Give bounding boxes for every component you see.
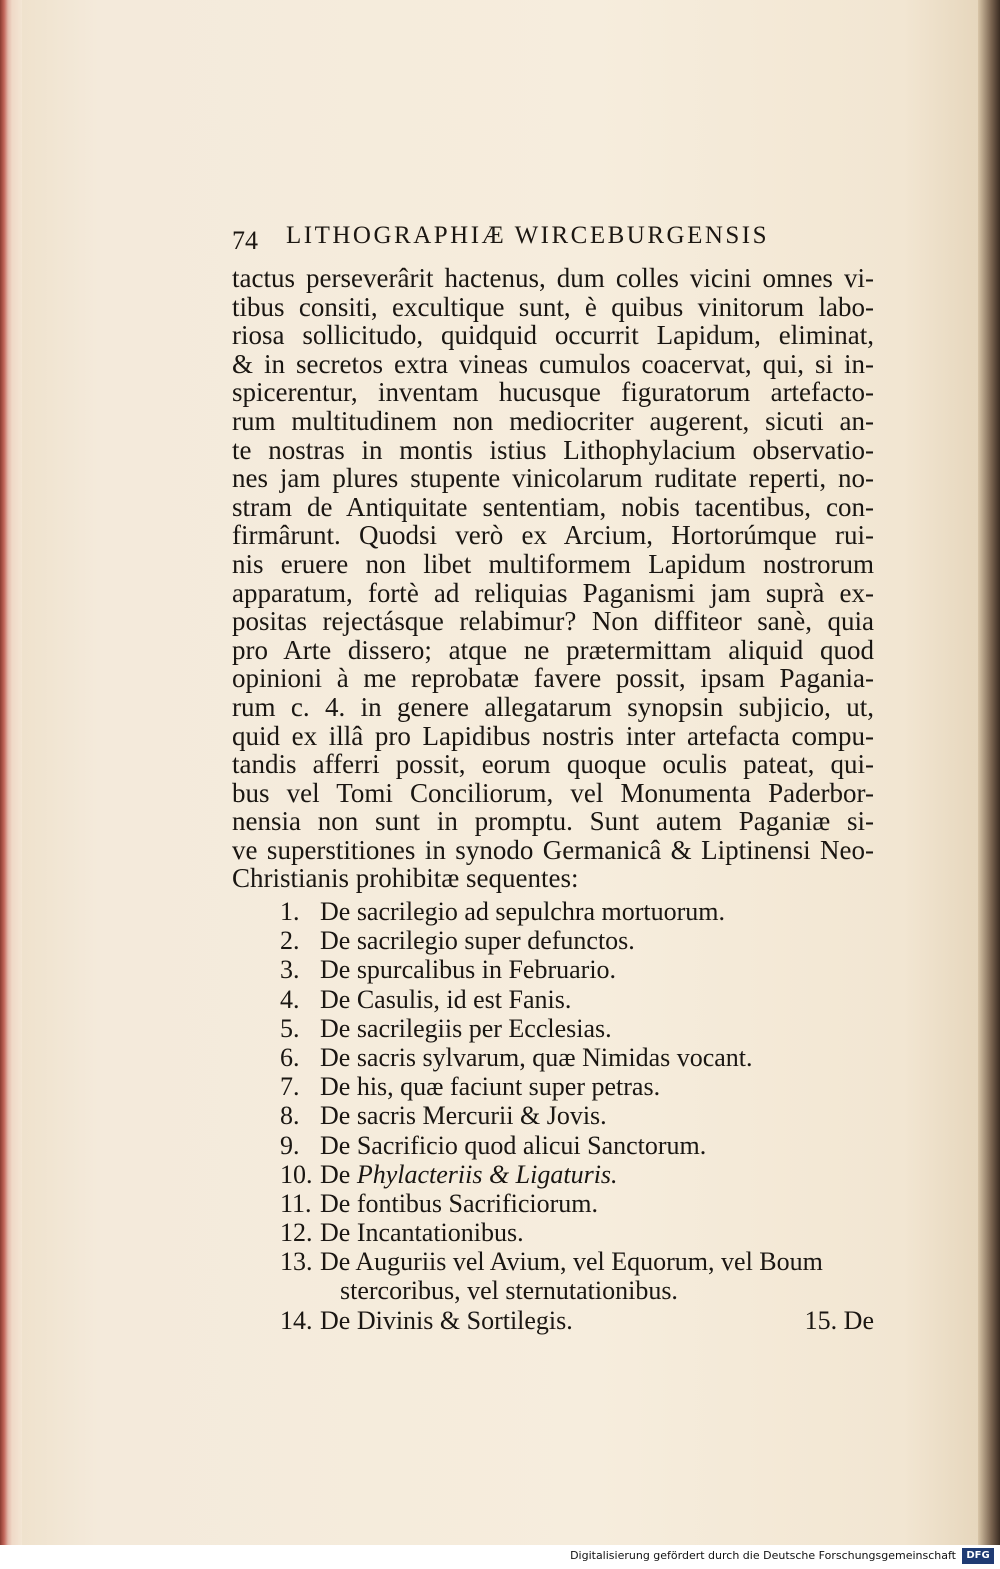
body-line: riosa sollicitudo, quidquid occurrit Lapidum, eliminat,: [232, 320, 874, 351]
list-number: 1.: [280, 897, 300, 926]
body-text: [232, 264, 874, 893]
list-text: De Divinis & Sortilegis.: [320, 1305, 573, 1335]
dfg-logo: DFG: [962, 1548, 994, 1564]
body-line: & in secretos extra vineas cumulos coacervat, qui, si in-: [232, 348, 874, 379]
list-item: [280, 926, 874, 955]
list-number: 7.: [280, 1072, 300, 1102]
list-item: [280, 1072, 874, 1101]
list-number: 5.: [280, 1013, 300, 1043]
list-text: De Sacrificio quod alicui Sanctorum.: [320, 1130, 707, 1160]
list-item: [280, 1306, 874, 1335]
body-line: apparatum, fortè ad reliquias Paganismi jam suprà ex-: [232, 577, 874, 608]
body-line: tandis afferri possit, eorum quoque oculis pateat, qui-: [232, 749, 874, 780]
body-line: positas rejectásque relabimur? Non diffiteor sanè, quia: [232, 606, 874, 637]
list-number: 8.: [280, 1101, 300, 1131]
list-text: De sacris Mercurii & Jovis.: [320, 1101, 607, 1131]
running-head: [232, 222, 872, 262]
list-number: 6.: [280, 1042, 300, 1072]
list-text: De his, quæ faciunt super petras.: [320, 1072, 661, 1102]
body-line: firmârunt. Quodsi verò ex Arcium, Hortorúmque rui-: [232, 520, 874, 551]
list-text: De sacrilegio ad sepulchra mortuorum.: [320, 897, 726, 926]
list-text: De sacrilegiis per Ecclesias.: [320, 1013, 612, 1043]
list-number: 2.: [280, 926, 300, 956]
list-item: [280, 1101, 874, 1130]
list-text: De sacris sylvarum, quæ Nimidas vocant.: [320, 1042, 753, 1072]
body-line: bus vel Tomi Conciliorum, vel Monumenta Paderbor-: [232, 777, 874, 808]
list-number: 11.: [280, 1188, 312, 1218]
body-line: pro Arte dissero; atque ne prætermittam aliquid quod: [232, 634, 874, 665]
list-text: De Incantationibus.: [320, 1218, 524, 1248]
list-text: De Auguriis vel Avium, vel Equorum, vel Boum: [320, 1247, 823, 1277]
list-text: De spurcalibus in Februario.: [320, 955, 617, 985]
body-line: nes jam plures stupente vinicolarum ruditate reperti, no-: [232, 463, 874, 494]
list-item: [280, 1014, 874, 1043]
body-line: rum multitudinem non mediocriter augerent, sicuti an-: [232, 405, 874, 436]
list-text: De fontibus Sacrificiorum.: [320, 1188, 598, 1218]
list-text: [320, 1160, 874, 1189]
body-line: opinioni à me reprobatæ favere possit, ipsam Pagania-: [232, 663, 874, 694]
running-title: LITHOGRAPHIÆ WIRCEBURGENSIS: [286, 222, 770, 249]
list-number: 9.: [280, 1130, 300, 1160]
list-number: 13.: [280, 1247, 313, 1277]
list-number: 3.: [280, 955, 300, 985]
list-text: De Casulis, id est Fanis.: [320, 984, 572, 1014]
list-item: [280, 1189, 874, 1218]
body-line: stram de Antiquitate sententiam, nobis tacentibus, con-: [232, 491, 874, 522]
list-number: 10.: [280, 1159, 313, 1189]
book-page-edge: [0, 0, 22, 1545]
body-line: te nostras in montis istius Lithophylacium observatio-: [232, 434, 874, 465]
list-item: [280, 1218, 874, 1247]
list-item: [280, 1247, 874, 1276]
footer-credit: Digitalisierung gefördert durch die Deutsche Forschungsgemeinschaft: [570, 1549, 956, 1562]
list-item-continuation: [280, 1276, 874, 1305]
body-line: spicerentur, inventam hucusque figuratorum artefacto-: [232, 377, 874, 408]
body-line: quid ex illâ pro Lapidibus nostris inter artefacta compu-: [232, 720, 874, 751]
list-item: [280, 955, 874, 984]
book-gutter: [978, 0, 1000, 1545]
list-number: 14.: [280, 1305, 313, 1335]
list-text-italic: Phylacteriis & Ligaturis.: [356, 1159, 618, 1189]
list-text: stercoribus, vel sternutationibus.: [340, 1276, 678, 1306]
list-item: [280, 1131, 874, 1160]
list-item: [280, 897, 874, 926]
list-item: [280, 1160, 874, 1189]
body-line: tibus consiti, excultique sunt, è quibus vinitorum labo-: [232, 291, 874, 322]
body-line: tactus perseverârit hactenus, dum colles vicini omnes vi-: [232, 263, 874, 293]
body-line: ve superstitiones in synodo Germanicâ & Liptinensi Neo-: [232, 834, 874, 865]
list-number: 4.: [280, 984, 300, 1014]
list-number: 12.: [280, 1218, 313, 1248]
list-text-prefix: De: [320, 1159, 351, 1189]
body-line: rum c. 4. in genere allegatarum synopsin subjicio, ut,: [232, 691, 874, 722]
digitization-footer: [0, 1545, 1000, 1569]
body-line: nensia non sunt in promptu. Sunt autem Paganiæ si-: [232, 806, 874, 837]
superstition-list: [280, 897, 874, 1335]
body-line-last: Christianis prohibitæ sequentes:: [232, 863, 579, 894]
page-number: 74: [232, 226, 258, 255]
list-item: [280, 1043, 874, 1072]
body-line: nis eruere non libet multiformem Lapidum nostrorum: [232, 548, 874, 579]
catchword: 15. De: [804, 1305, 874, 1335]
list-text: De sacrilegio super defunctos.: [320, 926, 635, 956]
list-item: [280, 985, 874, 1014]
